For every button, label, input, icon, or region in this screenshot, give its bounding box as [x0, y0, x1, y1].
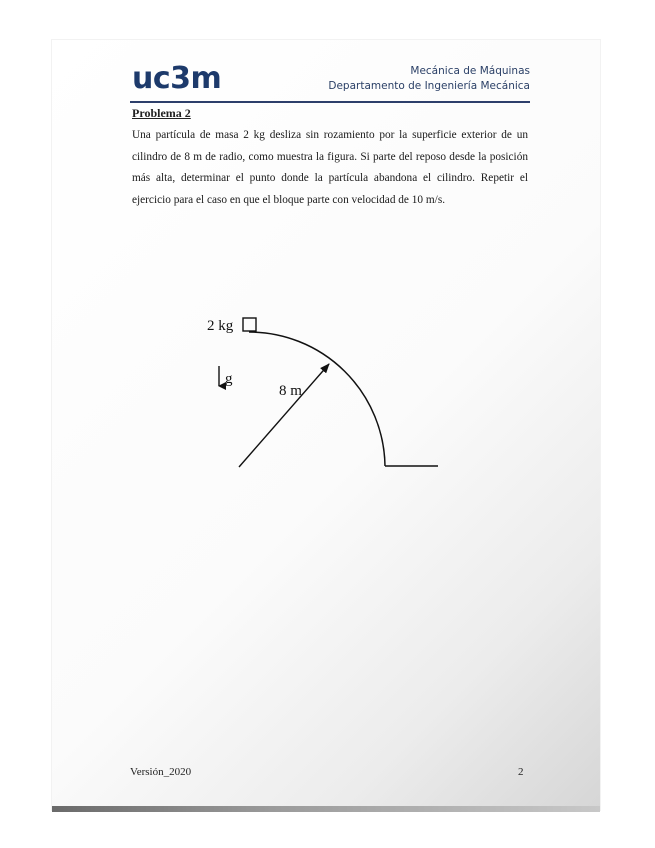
page-number: 2	[518, 766, 524, 778]
course-name: Mecánica de Máquinas	[410, 65, 530, 77]
mass-label: 2 kg	[207, 318, 234, 334]
university-logo: uc3m	[132, 61, 222, 96]
radius-label: 8 m	[279, 383, 302, 399]
particle-block	[243, 318, 256, 331]
problem-title: Problema 2	[132, 106, 191, 120]
version-label: Versión_2020	[130, 766, 192, 778]
radius-arrow	[239, 364, 329, 467]
cylinder-surface	[249, 332, 385, 466]
department-name: Departamento de Ingeniería Mecánica	[328, 80, 530, 92]
gravity-label: g	[225, 371, 233, 387]
problem-statement: Una partícula de masa 2 kg desliza sin rozamiento por la superficie exterior de un cilindro de 8 m de radio, como muestra la figura. Si parte del reposo desde la posición más alta, determinar el punto donde la partícula abandona el cilindro. Repetir el ejercicio para el caso en que el bloque parte con velocidad de 10 m/s.	[132, 129, 528, 206]
